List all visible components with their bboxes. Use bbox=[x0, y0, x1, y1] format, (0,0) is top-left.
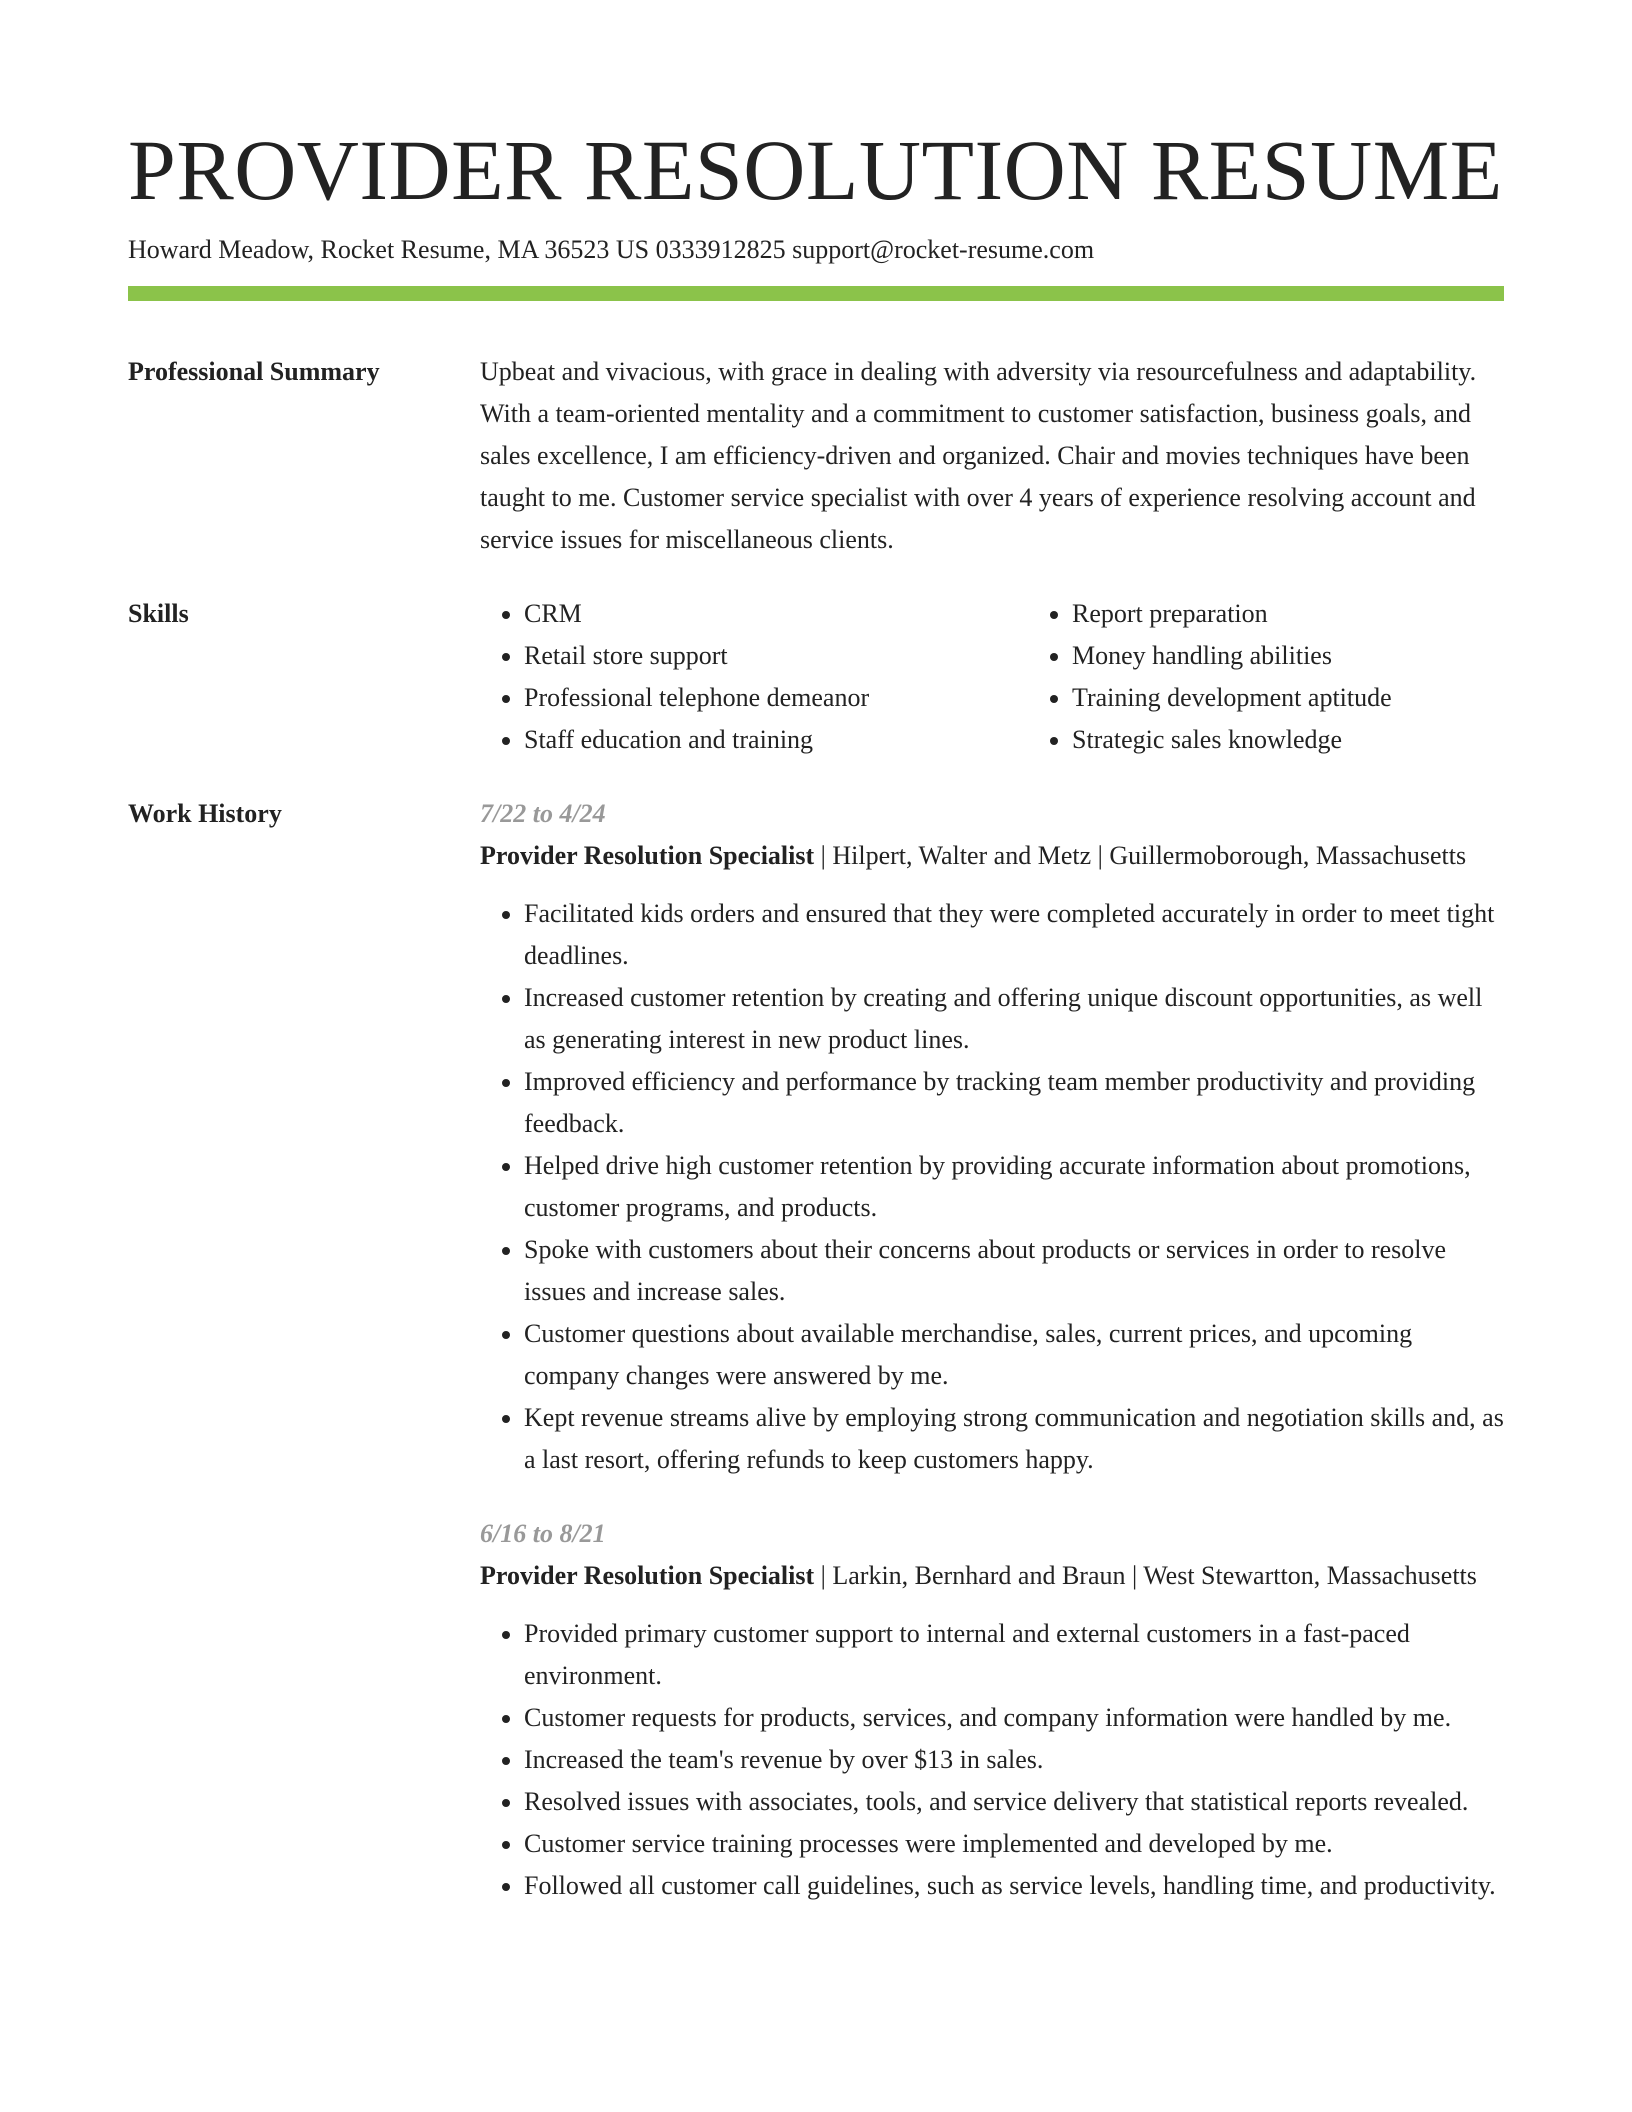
section-title-work-history: Work History bbox=[128, 799, 282, 828]
skill-item: • CRM bbox=[524, 593, 1028, 635]
job-heading bbox=[480, 1555, 1504, 1597]
job-duty: • Increased customer retention by creating and offering unique discount opportunities, as well as generating interest in new product lines. bbox=[524, 977, 1504, 1061]
skill-item: • Training development aptitude bbox=[1072, 677, 1576, 719]
summary-section bbox=[128, 351, 1504, 561]
job-title: Provider Resolution Specialist bbox=[480, 841, 815, 870]
resume-page bbox=[128, 118, 1504, 1907]
skill-item: • Professional telephone demeanor bbox=[524, 677, 1028, 719]
job-duty: • Increased the team's revenue by over $13 in sales. bbox=[524, 1739, 1504, 1781]
work-history-body bbox=[480, 793, 1504, 1907]
job-dates: 7/22 to 4/24 bbox=[480, 799, 606, 828]
job-entry bbox=[480, 1513, 1504, 1907]
work-history-section bbox=[128, 793, 1504, 1907]
skill-item: • Report preparation bbox=[1072, 593, 1576, 635]
job-duty: • Resolved issues with associates, tools, and service delivery that statistical reports revealed. bbox=[524, 1781, 1504, 1823]
section-title-skills: Skills bbox=[128, 599, 189, 628]
job-duty: • Provided primary customer support to internal and external customers in a fast-paced environment. bbox=[524, 1613, 1504, 1697]
job-duty: • Followed all customer call guidelines, such as service levels, handling time, and productivity. bbox=[524, 1865, 1504, 1907]
skill-item: • Staff education and training bbox=[524, 719, 1028, 761]
job-duty: • Customer service training processes were implemented and developed by me. bbox=[524, 1823, 1504, 1865]
job-duties-list bbox=[480, 893, 1504, 1481]
job-duties-list bbox=[480, 1613, 1504, 1907]
job-duty: • Customer requests for products, services, and company information were handled by me. bbox=[524, 1697, 1504, 1739]
job-heading bbox=[480, 835, 1504, 877]
job-entry bbox=[480, 793, 1504, 1481]
job-dates: 6/16 to 8/21 bbox=[480, 1519, 606, 1548]
job-employer-location: | Hilpert, Walter and Metz | Guillermoborough, Massachusetts bbox=[814, 841, 1467, 870]
job-duty: • Helped drive high customer retention by providing accurate information about promotions, customer programs, and products. bbox=[524, 1145, 1504, 1229]
job-duty: • Customer questions about available merchandise, sales, current prices, and upcoming company changes were answered by me. bbox=[524, 1313, 1504, 1397]
job-title: Provider Resolution Specialist bbox=[480, 1561, 815, 1590]
job-duty: • Spoke with customers about their concerns about products or services in order to resolve issues and increase sales. bbox=[524, 1229, 1504, 1313]
skill-item: • Strategic sales knowledge bbox=[1072, 719, 1576, 761]
summary-text: Upbeat and vivacious, with grace in dealing with adversity via resourcefulness and adaptability. With a team-oriented mentality and a commitment to customer satisfaction, business goals, and sales excellence, I am efficiency-driven and organized. Chair and movies techniques have been taught to me. Customer service specialist with over 4 years of experience resolving account and service issues for miscellaneous clients. bbox=[480, 357, 1477, 554]
skill-item: • Money handling abilities bbox=[1072, 635, 1576, 677]
skills-column-right bbox=[1028, 593, 1576, 761]
job-duty: • Kept revenue streams alive by employing strong communication and negotiation skills and, as a last resort, offering refunds to keep customers happy. bbox=[524, 1397, 1504, 1481]
skills-grid bbox=[480, 593, 1576, 761]
job-employer-location: | Larkin, Bernhard and Braun | West Stewartton, Massachusetts bbox=[814, 1561, 1477, 1590]
skills-column-left bbox=[480, 593, 1028, 761]
skill-item: • Retail store support bbox=[524, 635, 1028, 677]
job-duty: • Facilitated kids orders and ensured that they were completed accurately in order to meet tight deadlines. bbox=[524, 893, 1504, 977]
skills-section bbox=[128, 593, 1504, 761]
resume-title: PROVIDER RESOLUTION RESUME bbox=[128, 122, 1503, 218]
section-title-summary: Professional Summary bbox=[128, 357, 380, 386]
accent-divider bbox=[128, 286, 1504, 301]
job-duty: • Improved efficiency and performance by tracking team member productivity and providing feedback. bbox=[524, 1061, 1504, 1145]
contact-info: Howard Meadow, Rocket Resume, MA 36523 US 0333912825 support@rocket-resume.com bbox=[128, 235, 1095, 264]
